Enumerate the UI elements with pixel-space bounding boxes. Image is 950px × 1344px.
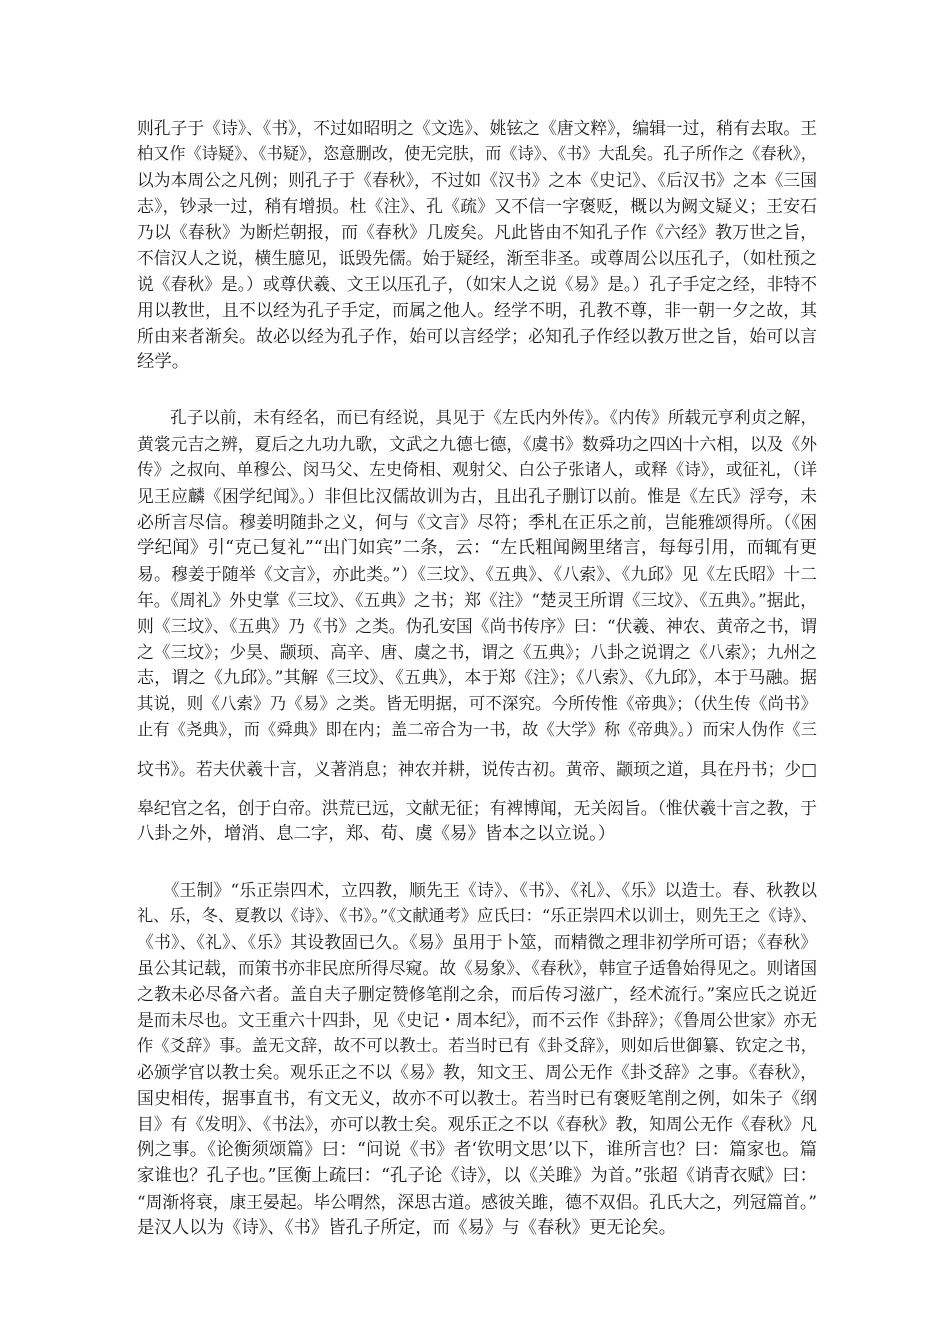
text-line: 则孔子于《诗》、《书》，不过如昭明之《文选》、姚铉之《唐文粹》，编辑一过，稍有去取。王 (137, 118, 817, 138)
text-line: 以为本周公之凡例；则孔子于《春秋》，不过如《汉书》之本《史记》、《后汉书》之本《三国 (137, 170, 817, 190)
text-line: 志》，钞录一过，稍有增损。杜《注》、孔《疏》又不信一字褒贬，概以为阙文疑义；王安石 (137, 196, 817, 216)
text-line: 孔子以前，未有经名，而已有经说，具见于《左氏内外传》。《内传》所载元亨利贞之解， (137, 408, 817, 427)
text-line: 经学。 (137, 352, 190, 372)
text-line: 止有《尧典》，而《舜典》即在内；盖二帝合为一书，故《大学》称《帝典》。）而宋人伪作《三 (137, 720, 817, 739)
text-line: 是汉人以为《诗》、《书》皆孔子所定，而《易》与《春秋》更无论矣。 (137, 1218, 677, 1238)
text-line: 其说，则《八索》乃《易》之类。皆无明据，可不深究。今所传惟《帝典》；（伏生传《尚书》 (137, 694, 817, 713)
text-line: 用以教世，且不以经为孔子手定，而属之他人。经学不明，孔教不尊，非一朝一夕之故，其 (137, 300, 817, 320)
text-line: 柏又作《诗疑》、《书疑》，恣意删改，使无完肤，而《诗》、《书》大乱矣。孔子所作之《春秋》， (137, 144, 817, 163)
text-line: 必所言尽信。穆姜明随卦之义，何与《文言》尽符；季札在正乐之前，岂能雅颂得所。（《困 (137, 512, 817, 532)
text-line: 不信汉人之说，横生臆见，诋毁先儒。始于疑经，渐至非圣。或尊周公以压孔子，（如杜预之 (137, 248, 817, 268)
text-line: 说《春秋》是。）或尊伏羲、文王以压孔子，（如宋人之说《易》是。）孔子手定之经，非特不 (137, 274, 817, 294)
text-line: 志，谓之《九邱》。”其解《三坟》、《五典》，本于郑《注》；《八索》、《九邱》，本于马融。据 (137, 668, 817, 688)
text-line: 目》有《发明》、《书法》，亦可以教士矣。观乐正之不以《春秋》教，知周公无作《春秋》凡 (137, 1114, 817, 1134)
text-line: 之教未必尽备六者。盖自夫子删定赞修笔削之余，而后传习滋广，经术流行。”案应氏之说近 (137, 984, 817, 1004)
text-line: 是而未尽也。文王重六十四卦，见《史记・周本纪》，而不云作《卦辞》；《鲁周公世家》亦无 (137, 1010, 817, 1030)
text-line: 见王应麟《困学纪闻》。）非但比汉儒故训为古，且出孔子删订以前。惟是《左氏》浮夸，未 (137, 486, 817, 506)
text-line: 易。穆姜于随举《文言》，亦此类。”）《三坟》、《五典》、《八索》、《九邱》见《左氏昭》十二 (137, 564, 817, 584)
text-line: 家谁也？孔子也。”匡衡上疏曰：“孔子论《诗》，以《关雎》为首。”张超《诮青衣赋》曰： (137, 1166, 817, 1186)
text-line: 年。《周礼》外史掌《三坟》、《五典》之书；郑《注》“楚灵王所谓《三坟》、《五典》。”据此， (137, 590, 817, 610)
text-line: 八卦之外，增消、息二字，郑、荀、虞《易》皆本之以立说。） (137, 824, 616, 844)
text-line: 学纪闻》引“克己复礼”“出门如宾”二条，云：“左氏粗闻阙里绪言，每每引用，而辄有更 (137, 538, 817, 558)
text-line: 作《爻辞》事。盖无文辞，故不可以教士。若当时已有《卦爻辞》，则如后世御纂、钦定之书， (137, 1036, 817, 1055)
text-line: 之《三坟》；少昊、颛顼、高辛、唐、虞之书，谓之《五典》；八卦之说谓之《八索》；九州之 (137, 642, 817, 662)
text-line: 传》之叔向、单穆公、闵马父、左史倚相、观射父、白公子张诸人，或释《诗》，或征礼，（详 (137, 460, 817, 479)
text-line: 则《三坟》、《五典》乃《书》之类。伪孔安国《尚书传序》曰：“伏羲、神农、黄帝之书，谓 (137, 616, 817, 636)
text-line: 例之事。《论衡须颂篇》曰：“问说《书》者‘钦明文思’以下，谁所言也？曰：篇家也。篇 (137, 1140, 817, 1160)
text-line: 《王制》“乐正崇四术，立四教，顺先王《诗》、《书》、《礼》、《乐》以造士。春、秋教以 (137, 880, 817, 900)
text-line: 皋纪官之名，创于白帝。洪荒已远，文献无征；有裨博闻，无关闳旨。（惟伏羲十言之教，于 (137, 798, 817, 818)
text-line: 黄裳元吉之辨，夏后之九功九歌，文武之九德七德，《虞书》数舜功之四凶十六相，以及《外 (137, 434, 817, 454)
text-line: 《书》、《礼》、《乐》其设教固已久。《易》虽用于卜筮，而精微之理非初学所可语；《春秋》 (137, 932, 817, 952)
text-line: 坟书》。若夫伏羲十言，义著消息；神农并耕，说传古初。黄帝、颛顼之道，具在丹书；少□ (137, 759, 817, 779)
text-line: “周渐将衰，康王晏起。毕公喟然，深思古道。感彼关雎，德不双侣。孔氏大之，列冠篇首。” (137, 1192, 818, 1212)
text-line: 虽公其记载，而策书亦非民庶所得尽窥。故《易象》、《春秋》，韩宣子适鲁始得见之。则诸国 (137, 958, 817, 978)
text-line: 国史相传，据事直书，有文无义，故亦不可以教士。若当时已有褒贬笔削之例，如朱子《纲 (137, 1088, 817, 1108)
text-line: 必颁学官以教士矣。观乐正之不以《易》教，知文王、周公无作《卦爻辞》之事。《春秋》， (137, 1062, 817, 1082)
text-line: 所由来者渐矣。故必以经为孔子作，始可以言经学；必知孔子作经以教万世之旨，始可以言 (137, 326, 817, 346)
text-line: 礼、乐，冬、夏教以《诗》、《书》。”《文献通考》应氏曰：“乐正崇四术以训士，则先王之《诗》、 (137, 906, 818, 925)
text-line: 乃以《春秋》为断烂朝报，而《春秋》几废矣。凡此皆由不知孔子作《六经》教万世之旨， (137, 222, 817, 242)
